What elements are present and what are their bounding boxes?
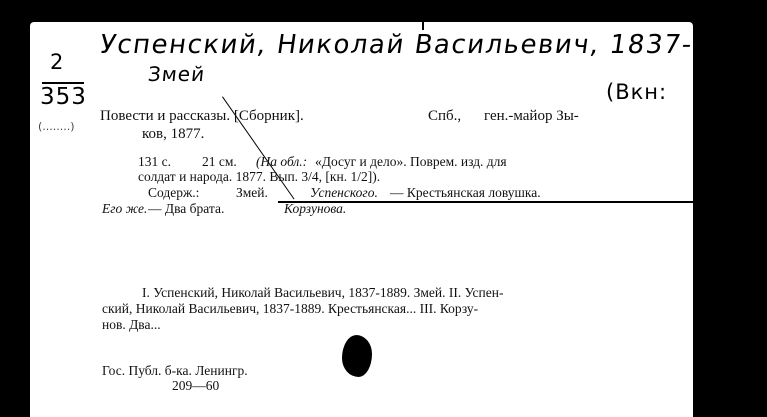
tracing-line-1: I. Успенский, Николай Васильевич, 1837-1889. Змей. II. Успен- [142,285,504,300]
ink-blot [342,335,372,377]
shelfmark-note: (........) [38,120,75,133]
desc-cover-label: (На обл.: [256,154,308,169]
contents-item-2: — Крестьянская ловушка. [390,185,541,200]
desc-size: 21 см. [202,154,237,169]
main-line-2: ков, 1877. [142,126,205,142]
main-line-1a: Повести и рассказы. [Сборник]. [100,108,304,124]
library-line-1: Гос. Публ. б-ка. Ленингр. [102,363,248,378]
desc-pages: 131 с. [138,154,171,169]
contents-line-2c: Корзунова. [284,201,347,216]
shelfmark-top: 2 [50,50,64,74]
contents-line-2a: Его же. [102,201,148,216]
contents-line-2b: — Два брата. [148,201,225,216]
contents-author-1: Успенского. [310,185,378,200]
contents-item-1: Змей. [236,185,268,200]
tracing-line-2: ский, Николай Васильевич, 1837-1889. Крестьянская... III. Корзу- [102,301,479,316]
main-line-1b: Спб., [428,108,462,124]
handwritten-note: (Вкн: [606,80,668,104]
desc-series: «Досуг и дело». Поврем. изд. для [315,154,507,169]
main-line-1c: ген.-майор Зы- [484,108,579,124]
pen-tick-mark [422,22,424,30]
shelfmark-bottom: 353 [40,84,87,110]
handwritten-author: Успенский, Николай Васильевич, 1837-1889 [97,30,767,60]
catalog-card [30,22,767,417]
tracing-line-3: нов. Два... [102,317,161,332]
handwritten-title: Змей [146,62,207,86]
desc-line-2: солдат и народа. 1877. Вып. 3/4, [кн. 1/2]). [138,169,381,184]
library-line-2: 209—60 [172,378,220,393]
contents-label: Содерж.: [148,185,200,200]
